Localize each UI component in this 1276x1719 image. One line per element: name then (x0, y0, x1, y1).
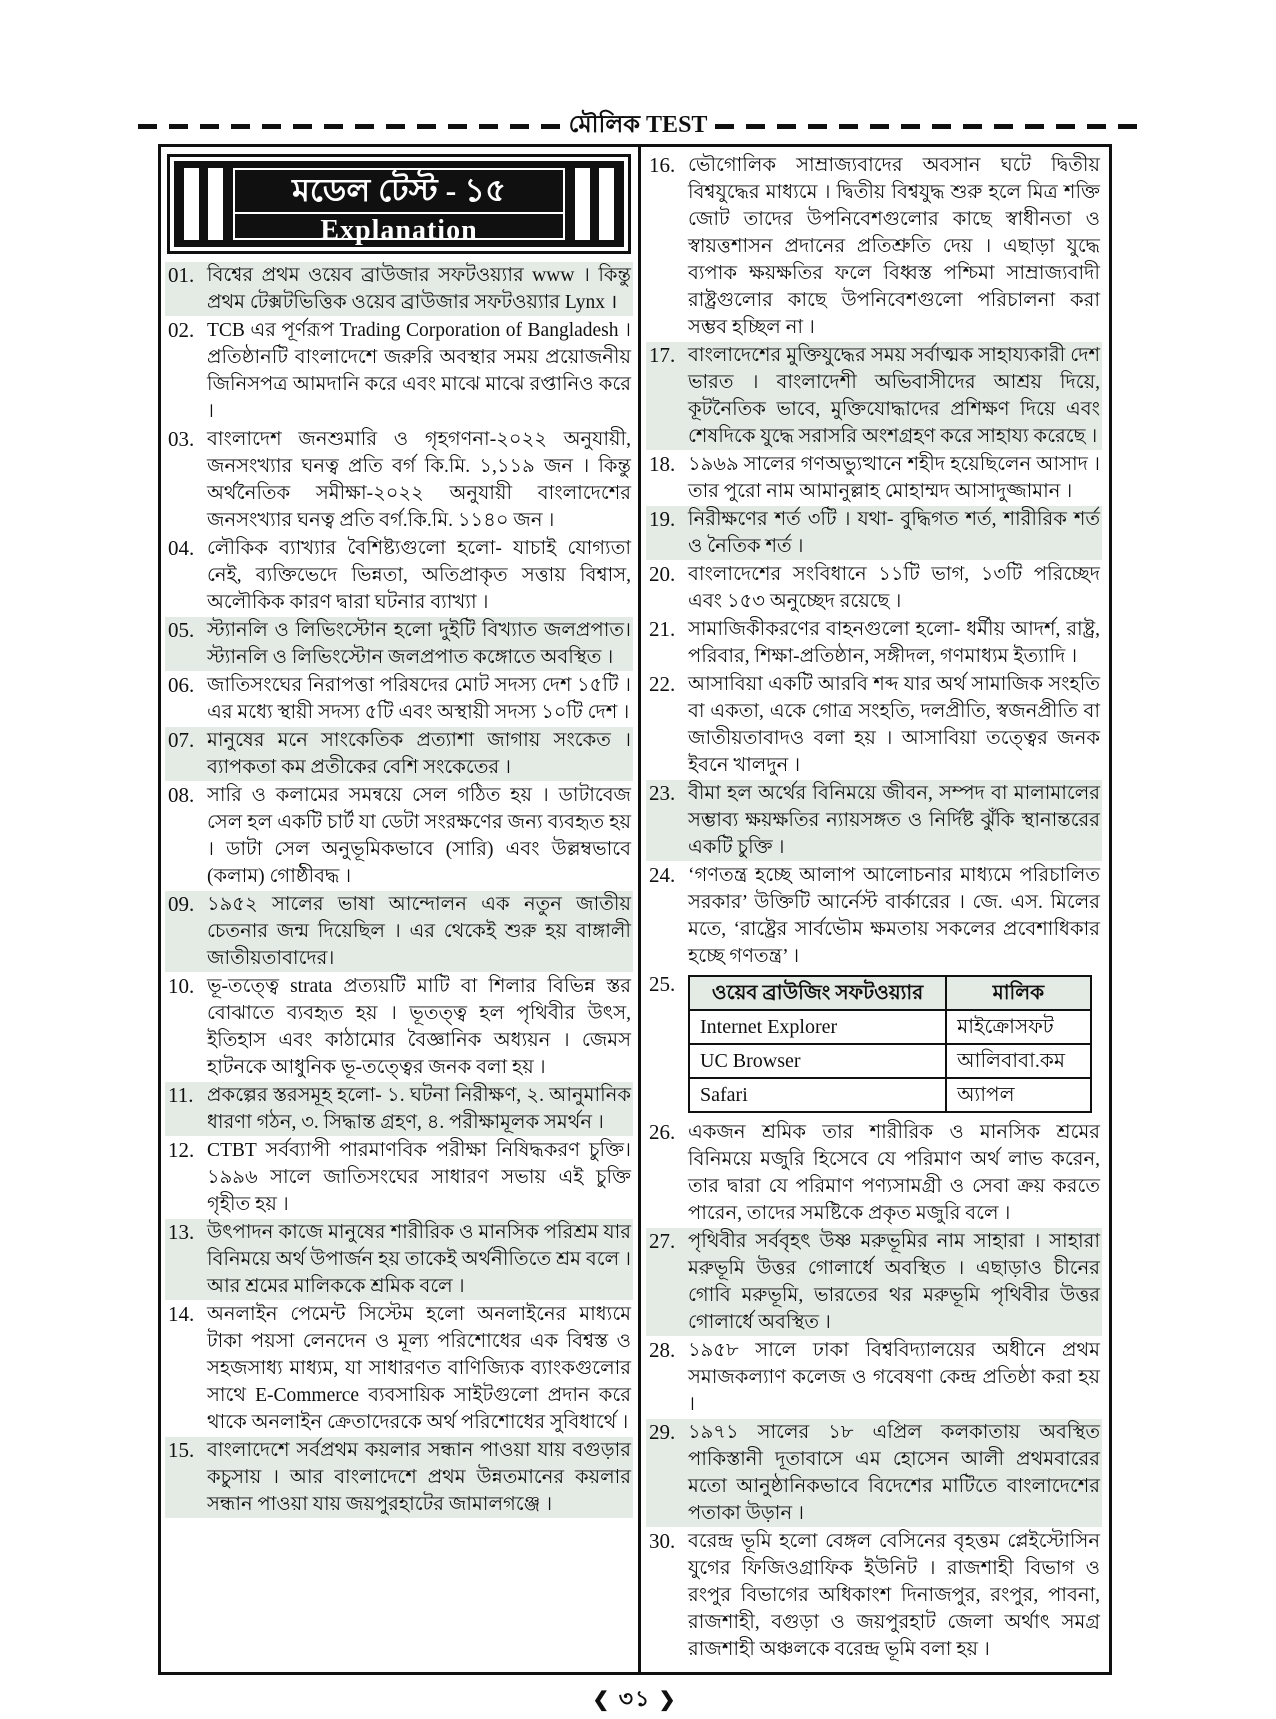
item-text: বাংলাদেশে সর্বপ্রথম কয়লার সন্ধান পাওয়া যায় বগুড়ার কচুসায় । আর বাংলাদেশে প্রথম উন্নতমানের কয়লার সন্ধান পাওয়া যায় জয়পুরহাটের জামালগঞ্জে । (207, 1440, 631, 1515)
table-cell: মাইক্রোসফট (946, 1010, 1091, 1044)
item-text: স্ট্যানলি ও লিভিংস্টোন হলো দুইটি বিখ্যাত জলপ্রপাত। স্ট্যানলি ও লিভিংস্টোন জলপ্রপাত কঙ্গোতে অবস্থিত । (207, 620, 631, 668)
item-text: নিরীক্ষণের শর্ত ৩টি । যথা- বুদ্ধিগত শর্ত, শারীরিক শর্ত ও নৈতিক শর্ত । (688, 509, 1100, 557)
table-header-cell: ওয়েব ব্রাউজিং সফটওয়্যার (689, 976, 946, 1010)
table-row (689, 1010, 1091, 1044)
explanation-item (646, 451, 1102, 505)
item-number: 09. (168, 892, 195, 916)
item-text: TCB এর পূর্ণরূপ Trading Corporation of Bangladesh । প্রতিষ্ঠানটি বাংলাদেশে জরুরি অবস্থার সময় প্রয়োজনীয় জিনিসপত্র আমদানি করে এবং মাঝে মাঝে রপ্তানিও করে । (207, 320, 631, 422)
item-text: মানুষের মনে সাংকেতিক প্রত্যাশা জাগায় সংকেত । ব্যাপকতা কম প্রতীকের বেশি সংকেতের । (207, 730, 631, 778)
item-number: 25. (649, 972, 676, 996)
explanation-item (646, 780, 1102, 861)
explanation-item (646, 616, 1102, 670)
item-number: 15. (168, 1438, 195, 1462)
item-text: CTBT সর্বব্যাপী পারমাণবিক পরীক্ষা নিষিদ্ধকরণ চুক্তি। ১৯৯৬ সালে জাতিসংঘের সাধারণ সভায় এই চুক্তি গৃহীত হয় । (207, 1140, 631, 1215)
item-text: বাংলাদেশ জনশুমারি ও গৃহগণনা-২০২২ অনুযায়ী, জনসংখ্যার ঘনত্ব প্রতি বর্গ কি.মি. ১,১১৯ জন । কিন্তু অর্থনৈতিক সমীক্ষা-২০২২ অনুযায়ী বাংলাদেশের জনসংখ্যার ঘনত্ব প্রতি বর্গ.কি.মি. ১১৪০ জন । (207, 429, 631, 531)
item-text (688, 971, 1102, 1118)
browser-table (688, 975, 1092, 1113)
explanation-item (165, 672, 633, 726)
item-number: 08. (168, 783, 195, 807)
explanation-item (165, 891, 633, 972)
item-text: পৃথিবীর সর্ববৃহৎ উষ্ণ মরুভূমির নাম সাহারা । সাহারা মরুভূমি উত্তর গোলার্ধে অবস্থিত । এছাড়াও চীনের গোবি মরুভূমি, ভারতের থর মরুভূমি পৃথিবীর উত্তর গোলার্ধে অবস্থিত । (688, 1231, 1100, 1333)
item-number: 23. (649, 781, 676, 805)
item-number: 26. (649, 1120, 676, 1144)
item-number: 20. (649, 562, 676, 586)
item-text: ভৌগোলিক সাম্রাজ্যবাদের অবসান ঘটে দ্বিতীয় বিশ্বযুদ্ধের মাধ্যমে । দ্বিতীয় বিশ্বযুদ্ধ শুরু হলে মিত্র শক্তি জোট তাদের উপনিবেশগুলোর কাছে স্বাধীনতা ও স্বায়ত্তশাসন প্রদানের প্রতিশ্রুতি দেয় । এছাড়া যুদ্ধে ব্যপাক ক্ষয়ক্ষতির ফলে বিধ্বস্ত পশ্চিমা সাম্রাজ্যবাদী রাষ্ট্রগুলোর কাছে উপনিবেশগুলো পরিচালনা করা সম্ভব হচ্ছিল না । (688, 155, 1100, 338)
item-number: 05. (168, 618, 195, 642)
item-number: 11. (168, 1083, 194, 1107)
table-cell: UC Browser (689, 1044, 946, 1078)
item-number: 17. (649, 343, 676, 367)
explanation-item (646, 1228, 1102, 1336)
header-dash-right (715, 124, 1138, 129)
explanation-item (646, 506, 1102, 560)
item-text: বরেন্দ্র ভূমি হলো বেঙ্গল বেসিনের বৃহত্তম প্লেইস্টোসিন যুগের ফিজিওগ্রাফিক ইউনিট । রাজশাহী বিভাগ ও রংপুর বিভাগের অধিকাংশ দিনাজপুর, রংপুর, পাবনা, রাজশাহী, বগুড়া ও জয়পুরহাট জেলা অর্থাৎ সমগ্র রাজশাহী অঞ্চলকে বরেন্দ্র ভূমি বলা হয় । (688, 1531, 1100, 1660)
model-test-banner (167, 154, 631, 254)
header-dash-left (138, 124, 561, 129)
explanation-item (165, 1137, 633, 1218)
banner-subtitle: Explanation (320, 215, 478, 246)
item-number: 18. (649, 452, 676, 476)
item-text: সারি ও কলামের সমন্বয়ে সেল গঠিত হয় । ডাটাবেজ সেল হল একটি চার্ট যা ডেটা সংরক্ষণের জন্য ব্যবহৃত হয় । ডাটা সেল অনুভূমিকভাবে (সারি) এবং উল্লম্বভাবে (কলাম) গোষ্ঠীবদ্ধ । (207, 785, 631, 887)
explanation-item (165, 617, 633, 671)
item-text: ১৯৫৮ সালে ঢাকা বিশ্ববিদ্যালয়ের অধীনে প্রথম সমাজকল্যাণ কলেজ ও গবেষণা কেন্দ্র প্রতিষ্ঠা করা হয় । (688, 1340, 1100, 1415)
right-column (641, 147, 1109, 1672)
item-number: 01. (168, 263, 195, 287)
explanation-item (165, 317, 633, 425)
item-number: 14. (168, 1302, 195, 1326)
table-cell: Internet Explorer (689, 1010, 946, 1044)
explanation-item (165, 1301, 633, 1436)
item-text: জাতিসংঘের নিরাপত্তা পরিষদের মোট সদস্য দেশ ১৫টি । এর মধ্যে স্থায়ী সদস্য ৫টি এবং অস্থায়ী সদস্য ১০টি দেশ । (207, 675, 631, 723)
item-number: 07. (168, 728, 195, 752)
item-text: সামাজিকীকরণের বাহনগুলো হলো- ধর্মীয় আদর্শ, রাষ্ট্র, পরিবার, শিক্ষা-প্রতিষ্ঠান, সঙ্গীদল, গণমাধ্যম ইত্যাদি । (688, 619, 1100, 667)
item-number: 13. (168, 1220, 195, 1244)
page-header (138, 112, 1138, 140)
item-text: বীমা হল অর্থের বিনিময়ে জীবন, সম্পদ বা মালামালের সম্ভাব্য ক্ষয়ক্ষতির ন্যায়সঙ্গত ও নির্দিষ্ট ঝুঁকি স্থানান্তরের একটি চুক্তি । (688, 783, 1100, 858)
item-text: ১৯৭১ সালের ১৮ এপ্রিল কলকাতায় অবস্থিত পাকিস্তানী দূতাবাসে এম হোসেন আলী প্রথমবারের মতো আনুষ্ঠানিকভাবে বিদেশের মাটিতে বাংলাদেশের পতাকা উড়ান । (688, 1422, 1100, 1524)
table-header-cell: মালিক (946, 976, 1091, 1010)
item-number: 24. (649, 863, 676, 887)
explanation-item (646, 561, 1102, 615)
explanation-item (646, 862, 1102, 970)
item-text: ১৯৬৯ সালের গণঅভ্যুত্থানে শহীদ হয়েছিলেন আসাদ । তার পুরো নাম আমানুল্লাহ মোহাম্মদ আসাদুজ্জামান । (688, 454, 1100, 502)
explanation-item (646, 1119, 1102, 1227)
page-number: ৩১ (618, 1686, 652, 1711)
item-text: বাংলাদেশের মুক্তিযুদ্ধের সময় সর্বাত্মক সাহায্যকারী দেশ ভারত । বাংলাদেশী অভিবাসীদের আশ্রয় দিয়ে, কূটনৈতিক ভাবে, মুক্তিযোদ্ধাদের প্রশিক্ষণ দিয়ে এবং শেষদিকে যুদ্ধে সরাসরি অংশগ্রহণ করে সাহায্য করেছে । (688, 345, 1100, 447)
item-number: 22. (649, 672, 676, 696)
explanation-item (646, 342, 1102, 450)
header-label: মৌলিক TEST (568, 112, 708, 138)
item-number: 19. (649, 507, 676, 531)
explanation-item (165, 1437, 633, 1518)
table-cell: অ্যাপল (946, 1078, 1091, 1112)
explanation-item (165, 1219, 633, 1300)
item-text: একজন শ্রমিক তার শারীরিক ও মানসিক শ্রমের বিনিময়ে মজুরি হিসেবে যে পরিমাণ অর্থ লাভ করেন, তার দ্বারা যে পরিমাণ পণ্যসামগ্রী ও সেবা ক্রয় করতে পারেন, তাদের সমষ্টিকে প্রকৃত মজুরি বলে । (688, 1122, 1100, 1224)
item-text: ‘গণতন্ত্র হচ্ছে আলাপ আলোচনার মাধ্যমে পরিচালিত সরকার’ উক্তিটি আর্নেস্ট বার্কারের । জে. এস. মিলের মতে, ‘রাষ্ট্রের সার্বভৌম ক্ষমতায় সকলের প্রবেশাধিকার হচ্ছে গণতন্ত্র’ । (688, 865, 1100, 967)
explanation-item (646, 152, 1102, 341)
item-number: 02. (168, 318, 195, 342)
explanation-item (165, 426, 633, 534)
table-cell: আলিবাবা.কম (946, 1044, 1091, 1078)
item-number: 03. (168, 427, 195, 451)
explanation-item (646, 1337, 1102, 1418)
explanation-item (165, 973, 633, 1081)
table-row (689, 1044, 1091, 1078)
item-text: ভূ-তত্ত্বে strata প্রত্যয়টি মাটি বা শিলার বিভিন্ন স্তর বোঝাতে ব্যবহৃত হয় । ভূতত্ত্ব হল পৃথিবীর উৎস, ইতিহাস এবং কাঠামোর বৈজ্ঞানিক অধ্যয়ন । জেমস হাটনকে আধুনিক ভূ-তত্ত্বের জনক বলা হয় । (207, 976, 631, 1078)
item-number: 29. (649, 1420, 676, 1444)
explanation-item (646, 1419, 1102, 1527)
item-text: অনলাইন পেমেন্ট সিস্টেম হলো অনলাইনের মাধ্যমে টাকা পয়সা লেনদেন ও মূল্য পরিশোধের এক বিশ্বস্ত ও সহজসাধ্য মাধ্যম, যা সাধারণত বাণিজ্যিক ব্যাংকগুলোর সাথে E-Commerce ব্যবসায়িক সাইটগুলো প্রদান করে থাকে অনলাইন ক্রেতাদেরকে অর্থ পরিশোধের সুবিধার্থে । (207, 1304, 631, 1433)
item-number: 06. (168, 673, 195, 697)
explanation-item (165, 262, 633, 316)
explanation-item (646, 671, 1102, 779)
item-text: বিশ্বের প্রথম ওয়েব ব্রাউজার সফটওয়্যার www । কিন্তু প্রথম টেক্সটভিত্তিক ওয়েব ব্রাউজার সফটওয়্যার Lynx । (207, 265, 631, 313)
prev-page-icon: ❮ (592, 1689, 612, 1711)
item-number: 12. (168, 1138, 195, 1162)
table-header-row (689, 976, 1091, 1010)
banner-stripes-right (575, 168, 614, 240)
item-number: 10. (168, 974, 195, 998)
banner-stripes-left (184, 168, 223, 240)
item-number: 04. (168, 536, 195, 560)
explanation-item (646, 971, 1102, 1118)
page-footer (158, 1682, 1112, 1719)
item-number: 30. (649, 1529, 676, 1553)
banner-inner (174, 161, 624, 247)
next-page-icon: ❯ (658, 1689, 678, 1711)
item-number: 21. (649, 617, 676, 641)
item-number: 28. (649, 1338, 676, 1362)
table-row (689, 1078, 1091, 1112)
explanation-item (165, 1082, 633, 1136)
item-text: ১৯৫২ সালের ভাষা আন্দোলন এক নতুন জাতীয় চেতনার জন্ম দিয়েছিল । এর থেকেই শুরু হয় বাঙ্গালী জাতীয়তাবাদের। (207, 894, 631, 969)
content-frame (158, 144, 1112, 1675)
item-number: 27. (649, 1229, 676, 1253)
banner-title: মডেল টেস্ট - ১৫ (235, 170, 563, 214)
item-number: 16. (649, 153, 676, 177)
table-cell: Safari (689, 1078, 946, 1112)
explanation-item (165, 535, 633, 616)
item-text: প্রকল্পের স্তরসমূহ হলো- ১. ঘটনা নিরীক্ষণ, ২. আনুমানিক ধারণা গঠন, ৩. সিদ্ধান্ত গ্রহণ, ৪. পরীক্ষামূলক সমর্থন । (207, 1085, 631, 1133)
explanation-item (646, 1528, 1102, 1663)
explanation-item (165, 727, 633, 781)
banner-center (233, 168, 565, 246)
item-text: উৎপাদন কাজে মানুষের শারীরিক ও মানসিক পরিশ্রম যার বিনিময়ে অর্থ উপার্জন হয় তাকেই অর্থনীতিতে শ্রম বলে । আর শ্রমের মালিককে শ্রমিক বলে । (207, 1222, 631, 1297)
item-text: আসাবিয়া একটি আরবি শব্দ যার অর্থ সামাজিক সংহতি বা একতা, একে গোত্র সংহতি, দলপ্রীতি, স্বজনপ্রীতি বা জাতীয়তাবাদও বলা হয় । আসাবিয়া তত্ত্বের জনক ইবনে খালদুন । (688, 674, 1100, 776)
item-text: বাংলাদেশের সংবিধানে ১১টি ভাগ, ১৩টি পরিচ্ছেদ এবং ১৫৩ অনুচ্ছেদ রয়েছে । (688, 564, 1100, 612)
left-column (161, 147, 641, 1672)
item-text: লৌকিক ব্যাখ্যার বৈশিষ্ট্যগুলো হলো- যাচাই যোগ্যতা নেই, ব্যক্তিভেদে ভিন্নতা, অতিপ্রাকৃত সত্তায় বিশ্বাস, অলৌকিক কারণ দ্বারা ঘটনার ব্যাখ্যা । (207, 538, 631, 613)
explanation-item (165, 782, 633, 890)
